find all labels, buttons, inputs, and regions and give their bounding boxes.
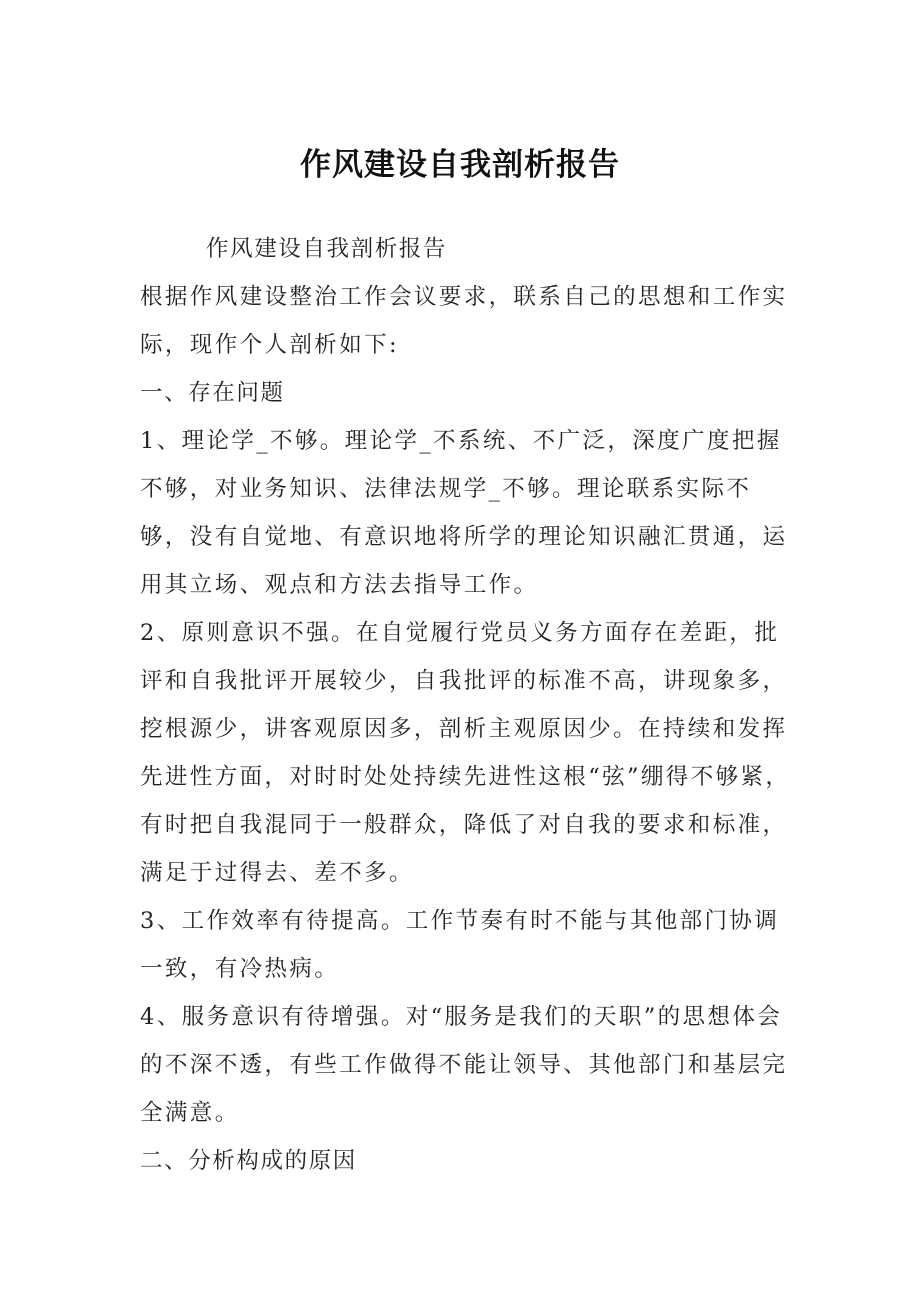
problem-item-3: 3、工作效率有待提高。工作节奏有时不能与其他部门协调一致，有冷热病。	[140, 908, 780, 982]
document-body	[140, 225, 800, 1185]
document-title: 作风建设自我剖析报告	[300, 147, 620, 183]
problem-item-4: 4、服务意识有待增强。对“服务是我们的天职”的思想体会的不深不透，有些工作做得不能让领导、其他部门和基层完全满意。	[140, 1004, 788, 1126]
section-heading-problems: 一、存在问题	[140, 380, 285, 406]
section-heading-causes: 二、分析构成的原因	[140, 1148, 357, 1174]
document-subtitle: 作风建设自我剖析报告	[206, 236, 448, 262]
problem-item-1: 1、理论学_不够。理论学_不系统、不广泛，深度广度把握不够，对业务知识、法律法规学_不够。理论联系实际不够，没有自觉地、有意识地将所学的理论知识融汇贯通，运用其立场、观点和方法去指导工作。	[140, 428, 788, 598]
intro-paragraph: 根据作风建设整治工作会议要求，联系自己的思想和工作实际，现作个人剖析如下:	[140, 284, 788, 358]
problem-item-2: 2、原则意识不强。在自觉履行党员义务方面存在差距，批评和自我批评开展较少，自我批评的标准不高，讲现象多，挖根源少，讲客观原因多，剖析主观原因少。在持续和发挥先进性方面，对时时处处持续先进性这根“弦”绷得不够紧，有时把自我混同于一般群众，降低了对自我的要求和标准，满足于过得去、差不多。	[140, 620, 791, 886]
